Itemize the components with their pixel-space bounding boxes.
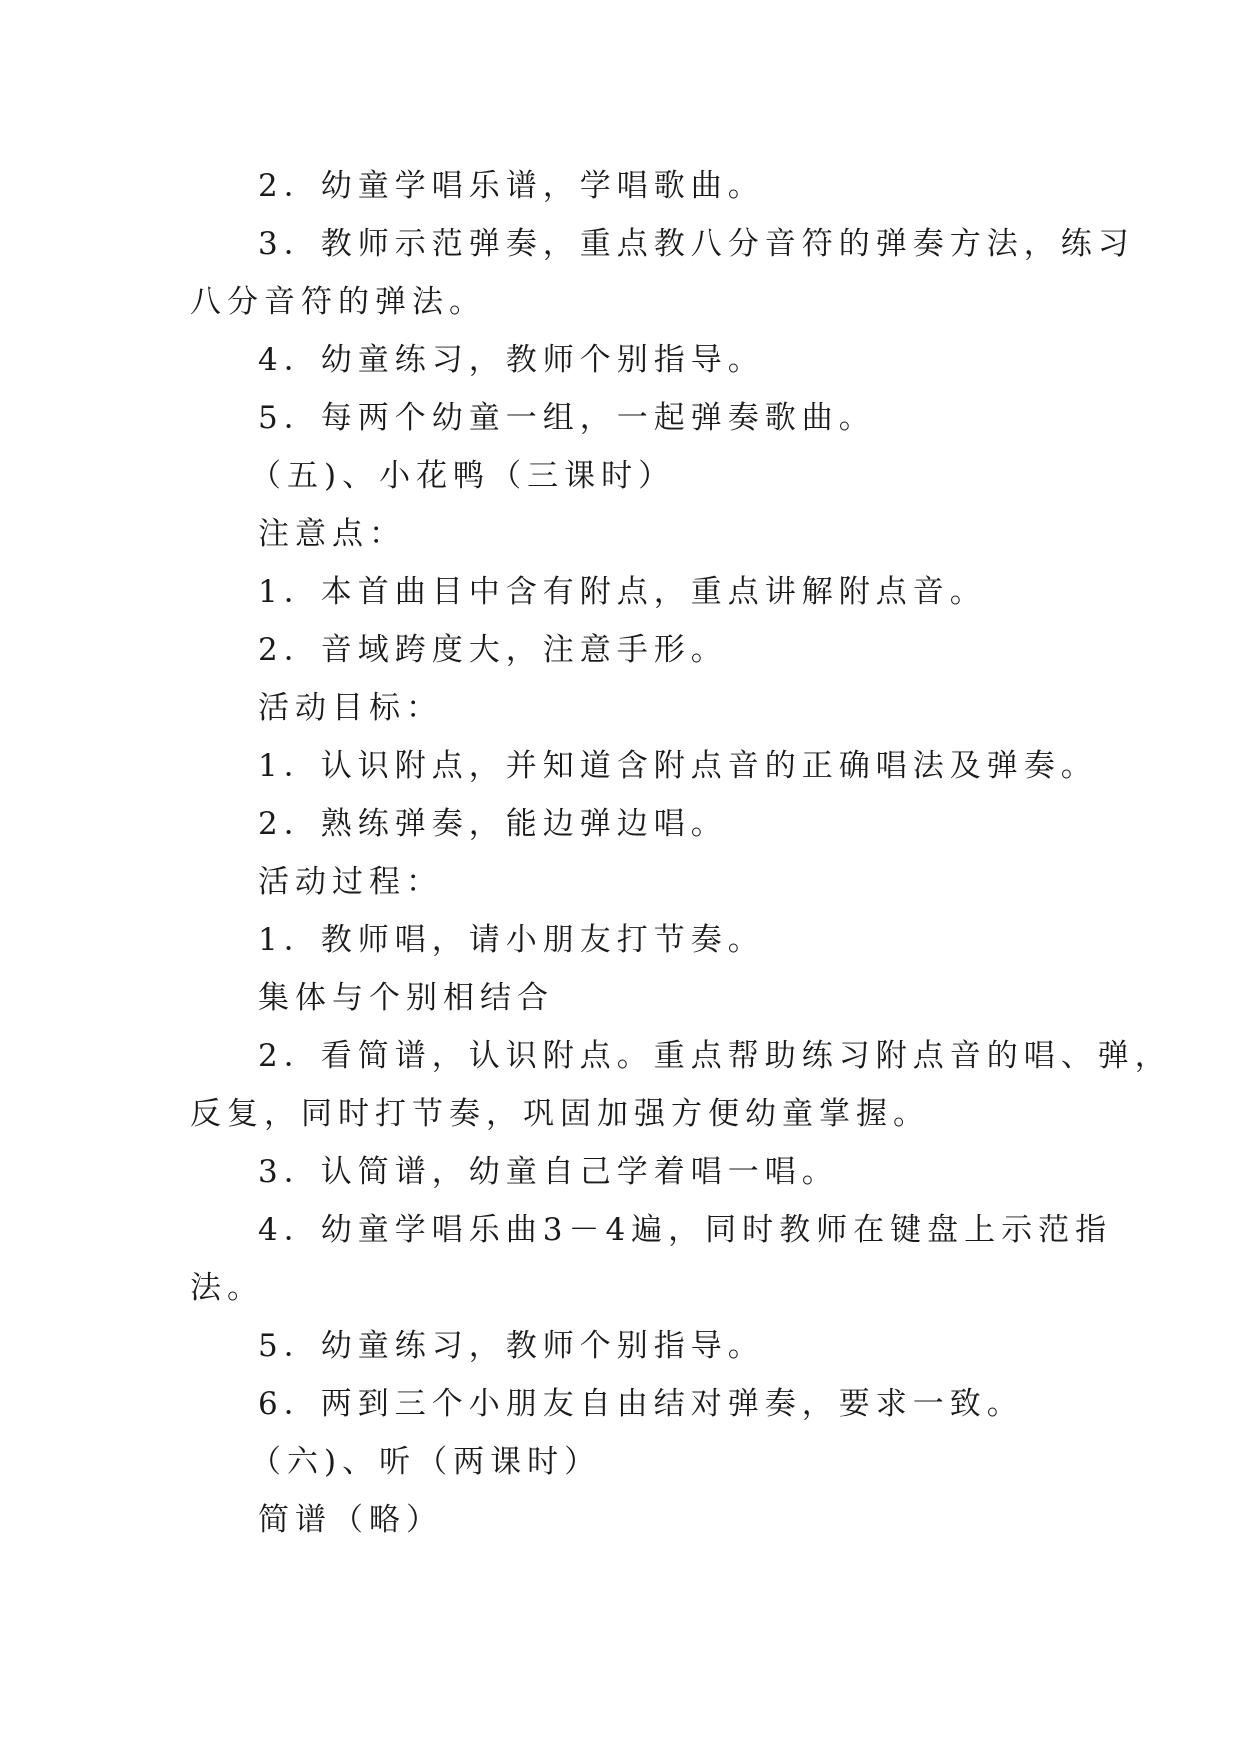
text-line: 1．本首曲目中含有附点，重点讲解附点音。 <box>258 574 987 610</box>
text-line: 2．音域跨度大，注意手形。 <box>258 632 728 668</box>
text-line: 活动过程： <box>258 864 443 900</box>
text-line: 活动目标： <box>258 690 443 726</box>
text-line: 1．教师唱，请小朋友打节奏。 <box>258 922 765 958</box>
text-line: 4．幼童练习，教师个别指导。 <box>258 342 765 378</box>
text-line: 简谱（略） <box>258 1502 443 1538</box>
text-line: 反复，同时打节奏，巩固加强方便幼童掌握。 <box>190 1096 930 1132</box>
text-line: 法。 <box>190 1270 264 1306</box>
text-line: 2．看简谱，认识附点。重点帮助练习附点音的唱、弹， <box>258 1038 1172 1074</box>
text-line: 八分音符的弹法。 <box>190 284 486 320</box>
text-line: 集体与个别相结合 <box>258 980 554 1016</box>
text-line: 2．幼童学唱乐谱，学唱歌曲。 <box>258 168 765 204</box>
text-line: 5．幼童练习，教师个别指导。 <box>258 1328 765 1364</box>
text-line: 1．认识附点，并知道含附点音的正确唱法及弹奏。 <box>258 748 1098 784</box>
section-heading: （五)、小花鸭（三课时） <box>250 458 676 494</box>
text-line: 4．幼童学唱乐曲3－4遍，同时教师在键盘上示范指 <box>258 1212 1113 1248</box>
text-line: 6．两到三个小朋友自由结对弹奏，要求一致。 <box>258 1386 1024 1422</box>
text-line: 3．教师示范弹奏，重点教八分音符的弹奏方法，练习 <box>258 226 1135 262</box>
text-line: 2．熟练弹奏，能边弹边唱。 <box>258 806 728 842</box>
text-line: 注意点： <box>258 516 406 552</box>
section-heading: （六)、听（两课时） <box>250 1444 602 1480</box>
text-line: 5．每两个幼童一组，一起弹奏歌曲。 <box>258 400 876 436</box>
text-line: 3．认简谱，幼童自己学着唱一唱。 <box>258 1154 839 1190</box>
